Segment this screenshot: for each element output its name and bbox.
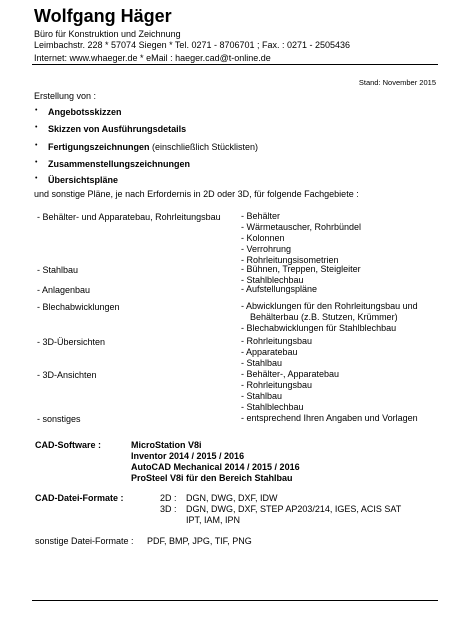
field-item: - Behälter (241, 211, 281, 221)
company-owner-name: Wolfgang Häger (34, 6, 172, 26)
other-formats-label: sonstige Datei-Formate : (35, 536, 134, 546)
field-items (241, 301, 418, 334)
field-items (241, 264, 361, 286)
field-item: - Verrohrung (241, 244, 292, 254)
field-item: - Abwicklungen für den Rohrleitungsbau und (241, 301, 418, 311)
company-tagline: Büro für Konstruktion und Zeichnung (34, 29, 181, 39)
cad-software-list (131, 440, 300, 484)
format-3d-value-cont: IPT, IAM, IPN (186, 515, 241, 525)
company-address: Leimbachstr. 228 * 57074 Siegen * Tel. 0271 - 8706701 ; Fax. : 0271 - 2505436 (34, 40, 351, 50)
field-item: - Stahlbau (241, 391, 283, 401)
bullet-bold: Zusammenstellungszeichnungen (48, 159, 191, 169)
bullet-bold: Angebotsskizzen (48, 107, 122, 117)
field-area: - Stahlbau (37, 265, 79, 275)
stand-date: Stand: November 2015 (358, 78, 436, 87)
field-item: - Rohrleitungsbau (241, 336, 313, 346)
plans-text: und sonstige Pläne, je nach Erfordernis in 2D oder 3D, für folgende Fachgebiete : (34, 189, 359, 199)
intro-text: Erstellung von : (34, 91, 97, 101)
contact-line: Internet: www.whaeger.de * eMail : haeger.cad@t-online.de (34, 53, 271, 63)
format-2d-value: DGN, DWG, DXF, IDW (186, 493, 278, 503)
field-area: - 3D-Ansichten (37, 370, 97, 380)
bullet-bold: Fertigungszeichnungen (48, 142, 150, 152)
field-area: - Anlagenbau (37, 285, 91, 295)
field-area: - Behälter- und Apparatebau, Rohrleitungsbau (37, 212, 221, 222)
bullet-bold: Skizzen von Ausführungsdetails (48, 124, 187, 134)
field-item: Behälterbau (z.B. Stutzen, Krümmer) (250, 312, 398, 322)
cad-software-item: Inventor 2014 / 2015 / 2016 (131, 451, 245, 461)
field-item: - Aufstellungspläne (241, 284, 318, 294)
format-3d-label: 3D : (160, 504, 177, 514)
bullet-bold: Übersichtspläne (48, 175, 119, 185)
field-item: - Behälter-, Apparatebau (241, 369, 340, 379)
footer-divider (32, 600, 438, 601)
field-area: - Blechabwicklungen (37, 302, 120, 312)
field-item: - Wärmetauscher, Rohrbündel (241, 222, 362, 232)
format-2d-label: 2D : (160, 493, 177, 503)
field-item: - Stahlbau (241, 358, 283, 368)
other-formats-value: PDF, BMP, JPG, TIF, PNG (147, 536, 252, 546)
field-items (241, 211, 361, 266)
field-item: - Kolonnen (241, 233, 285, 243)
header-divider (32, 64, 438, 65)
field-items (241, 369, 339, 413)
field-area: - sonstiges (37, 414, 81, 424)
field-item: - Rohrleitungsisometrien (241, 255, 339, 265)
field-item: - Rohrleitungsbau (241, 380, 313, 390)
cad-software-item: MicroStation V8i (131, 440, 202, 450)
cad-software-item: ProSteel V8i für den Bereich Stahlbau (131, 473, 293, 483)
field-item: - Apparatebau (241, 347, 298, 357)
field-item: - Bühnen, Treppen, Steigleiter (241, 264, 361, 274)
field-area: - 3D-Übersichten (37, 337, 106, 347)
format-3d-value: DGN, DWG, DXF, STEP AP203/214, IGES, ACIS SAT (186, 504, 402, 514)
field-item: - Blechabwicklungen für Stahlblechbau (241, 323, 397, 333)
cad-formats-label: CAD-Datei-Formate : (35, 493, 124, 503)
field-items (241, 336, 312, 369)
field-item: - Stahlblechbau (241, 275, 304, 285)
field-items (241, 413, 418, 424)
bullet-rest: (einschließlich Stücklisten) (149, 142, 259, 152)
field-item: - entsprechend Ihren Angaben und Vorlagen (241, 413, 418, 423)
field-items (241, 284, 317, 295)
field-item: - Stahlblechbau (241, 402, 304, 412)
cad-software-item: AutoCAD Mechanical 2014 / 2015 / 2016 (131, 462, 300, 472)
cad-software-label: CAD-Software : (35, 440, 102, 450)
